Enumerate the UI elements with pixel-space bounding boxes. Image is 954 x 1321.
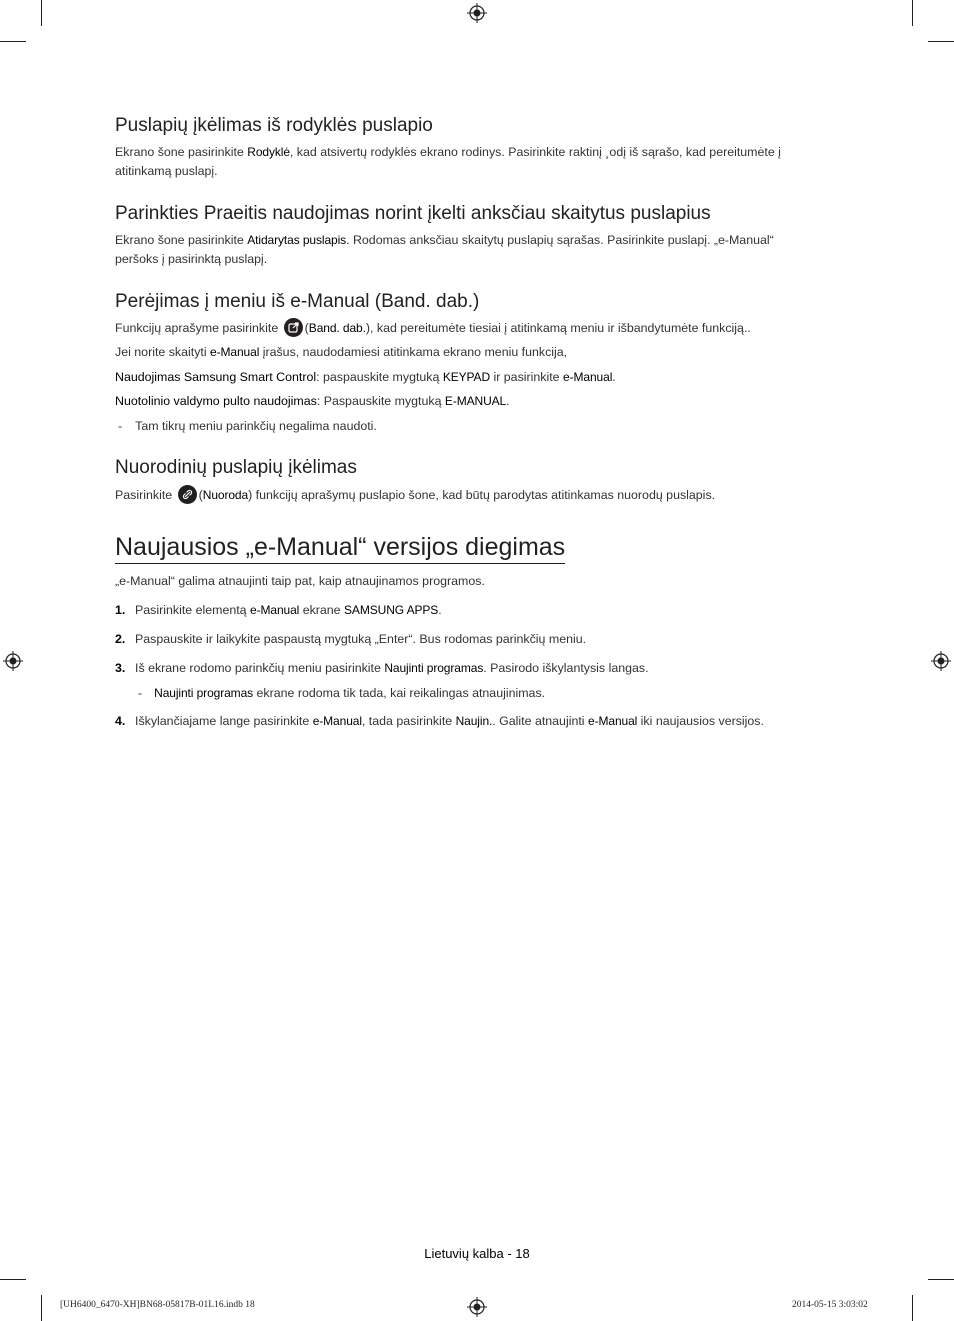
menu-term: e-Manual [563, 370, 613, 384]
crop-mark [928, 41, 954, 42]
page-number-label: Lietuvių kalba - 18 [424, 1246, 530, 1261]
crop-mark [928, 1279, 954, 1280]
note: - Tam tikrų meniu parinkčių negalima naudoti. [118, 419, 377, 433]
menu-term[interactable]: Atidarytas puslapis [247, 233, 347, 247]
section-paragraph: Funkcijų aprašyme pasirinkite (Band. dab.), kad pereitumėte tiesiai į atitinkamą meniu ir išbandytumėte funkciją.. [115, 318, 815, 338]
registration-mark-icon [467, 3, 487, 23]
menu-term: Naujin. [455, 714, 493, 728]
section-paragraph: Nuotolinio valdymo pulto naudojimas: Paspauskite mygtuką E-MANUAL. [115, 394, 510, 408]
section-heading: Puslapių įkėlimas iš rodyklės puslapio [115, 115, 433, 136]
menu-term: e-Manual [588, 714, 638, 728]
note-dash: - [118, 419, 123, 433]
crop-mark [0, 1279, 26, 1280]
menu-term: SAMSUNG APPS [344, 603, 439, 617]
step-text: Pasirinkite elementą e-Manual ekrane SAMSUNG APPS. [135, 603, 442, 617]
try-now-icon[interactable] [284, 318, 303, 337]
menu-term: Naujinti programas [154, 686, 254, 700]
registration-mark-icon [931, 651, 951, 671]
step-number: 1. [115, 603, 126, 617]
registration-mark-icon [467, 1297, 487, 1317]
menu-term[interactable]: Band. dab. [308, 321, 366, 335]
print-slug-right: 2014-05-15 3:03:02 [792, 1300, 868, 1310]
menu-term[interactable]: Rodyklė [247, 145, 290, 159]
registration-mark-icon [3, 651, 23, 671]
print-slug-left: [UH6400_6470-XH]BN68-05817B-01L16.indb 18 [60, 1300, 255, 1310]
menu-term: e-Manual [210, 345, 260, 359]
step-number: 3. [115, 661, 126, 675]
section-heading: Parinkties Praeitis naudojimas norint įkelti anksčiau skaitytus puslapius [115, 203, 711, 224]
crop-mark [41, 0, 42, 26]
menu-term: e-Manual [312, 714, 362, 728]
crop-mark [0, 41, 26, 42]
section-heading: Perėjimas į meniu iš e-Manual (Band. dab.) [115, 291, 480, 312]
section-paragraph: Naudojimas Samsung Smart Control: paspauskite mygtuką KEYPAD ir pasirinkite e-Manual. [115, 370, 616, 384]
section-paragraph: Ekrano šone pasirinkite Atidarytas puslapis. Rodomas anksčiau skaitytų puslapių sąrašas. Pasirinkite puslapį. „e-Manual“ peršoks į pasirinktą puslapį. [115, 233, 774, 266]
intro-paragraph: „e-Manual“ galima atnaujinti taip pat, kaip atnaujinamos programos. [115, 574, 485, 588]
crop-mark [912, 0, 913, 26]
step-number: 4. [115, 714, 126, 728]
step-text: Paspauskite ir laikykite paspaustą mygtuką „Enter“. Bus rodomas parinkčių meniu. [135, 632, 587, 646]
menu-term[interactable]: Nuoroda [202, 488, 249, 502]
step-text: Iš ekrane rodomo parinkčių meniu pasirinkite Naujinti programas. Pasirodo iškylantysis langas. [135, 661, 649, 675]
section-paragraph: Pasirinkite (Nuoroda) funkcijų aprašymų puslapio šone, kad būtų parodytas atitinkamas nuorodų puslapis. [115, 485, 815, 505]
page-title: Naujausios „e-Manual“ versijos diegimas [115, 533, 565, 564]
menu-term: Naujinti programas [384, 661, 484, 675]
crop-mark [912, 1295, 913, 1321]
section-heading: Nuorodinių puslapių įkėlimas [115, 457, 357, 478]
key-name: KEYPAD [442, 370, 491, 384]
crop-mark [41, 1295, 42, 1321]
section-paragraph: Ekrano šone pasirinkite Rodyklė, kad atsivertų rodyklės ekrano rodinys. Pasirinkite raktinį ¸odį iš sąrašo, kad pereitumėte į atitinkamą puslapį. [115, 145, 781, 178]
link-icon[interactable] [178, 485, 197, 504]
step-number: 2. [115, 632, 126, 646]
menu-term: e-Manual [250, 603, 300, 617]
section-paragraph: Jei norite skaityti e-Manual įrašus, naudodamiesi atitinkama ekrano meniu funkcija, [115, 345, 568, 359]
key-name: E-MANUAL [444, 394, 507, 408]
step-subnote: - Naujinti programas ekrane rodoma tik tada, kai reikalingas atnaujinimas. [138, 686, 546, 700]
step-text: Iškylančiajame lange pasirinkite e-Manual, tada pasirinkite Naujin.. Galite atnaujinti e-Manual iki naujausios versijos. [135, 714, 764, 728]
